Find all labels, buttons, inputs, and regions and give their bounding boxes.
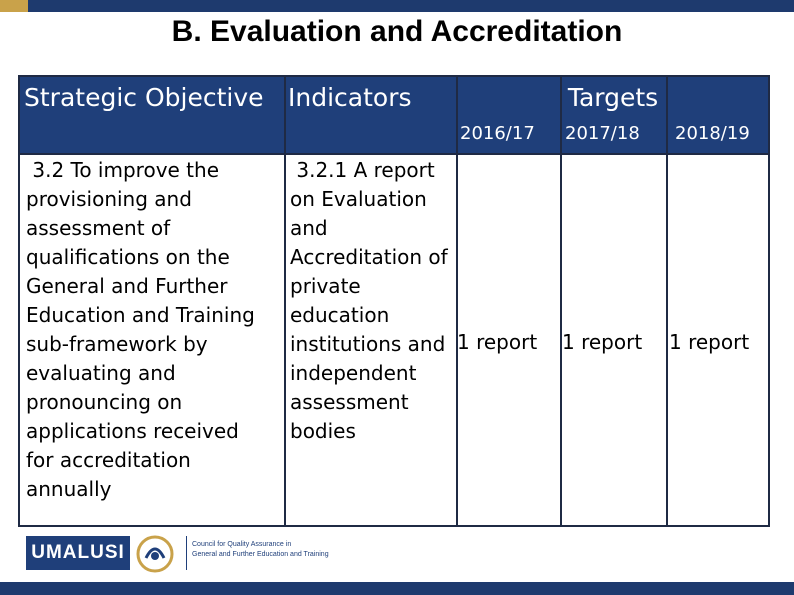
target-2017: 1 report [562,330,643,354]
header-strategic-objective: Strategic Objective [24,83,264,112]
targets-table [18,75,770,527]
objective-line: qualifications on the [26,245,230,269]
objective-line: provisioning and [26,187,192,211]
objective-line: annually [26,477,112,501]
logo-divider [186,536,187,570]
target-2018: 1 report [669,330,750,354]
objective-line: Education and Training [26,303,255,327]
column-divider [666,77,668,525]
column-divider [284,77,286,525]
emblem-icon [132,532,178,576]
objective-line: sub-framework by [26,332,208,356]
top-bar-accent [0,0,28,12]
header-year-2017: 2017/18 [565,123,640,144]
header-year-2018: 2018/19 [675,123,750,144]
column-divider [456,77,458,525]
caption-line: Council for Quality Assurance in [192,541,292,548]
objective-line: pronouncing on [26,390,183,414]
caption-line: General and Further Education and Training [192,551,329,558]
indicator-line: bodies [290,419,356,443]
indicator-cell [290,156,456,446]
objective-line: evaluating and [26,361,176,385]
indicator-line: institutions and [290,332,446,356]
target-2016: 1 report [457,330,538,354]
objective-line: for accreditation [26,448,191,472]
objective-line: 3.2 To improve the [26,158,220,182]
objective-line: General and Further [26,274,228,298]
logo-wordmark: UMALUSI [26,536,130,570]
header-year-2016: 2016/17 [460,123,535,144]
indicator-line: Accreditation of [290,245,448,269]
bottom-bar [0,582,794,595]
indicator-line: 3.2.1 A report [290,158,435,182]
header-targets: Targets [567,83,659,112]
objective-cell [26,156,282,504]
umalusi-logo [26,532,329,576]
slide-title: B. Evaluation and Accreditation [171,15,623,48]
objective-line: assessment of [26,216,171,240]
top-bar [0,0,794,12]
indicator-line: private [290,274,361,298]
header-indicators: Indicators [288,83,412,112]
header-divider [20,153,768,155]
objective-line: applications received [26,419,239,443]
indicator-line: and [290,216,328,240]
indicator-line: assessment [290,390,409,414]
column-divider [560,77,562,525]
logo-caption [192,540,372,560]
indicator-line: independent [290,361,417,385]
indicator-line: education [290,303,390,327]
indicator-line: on Evaluation [290,187,427,211]
